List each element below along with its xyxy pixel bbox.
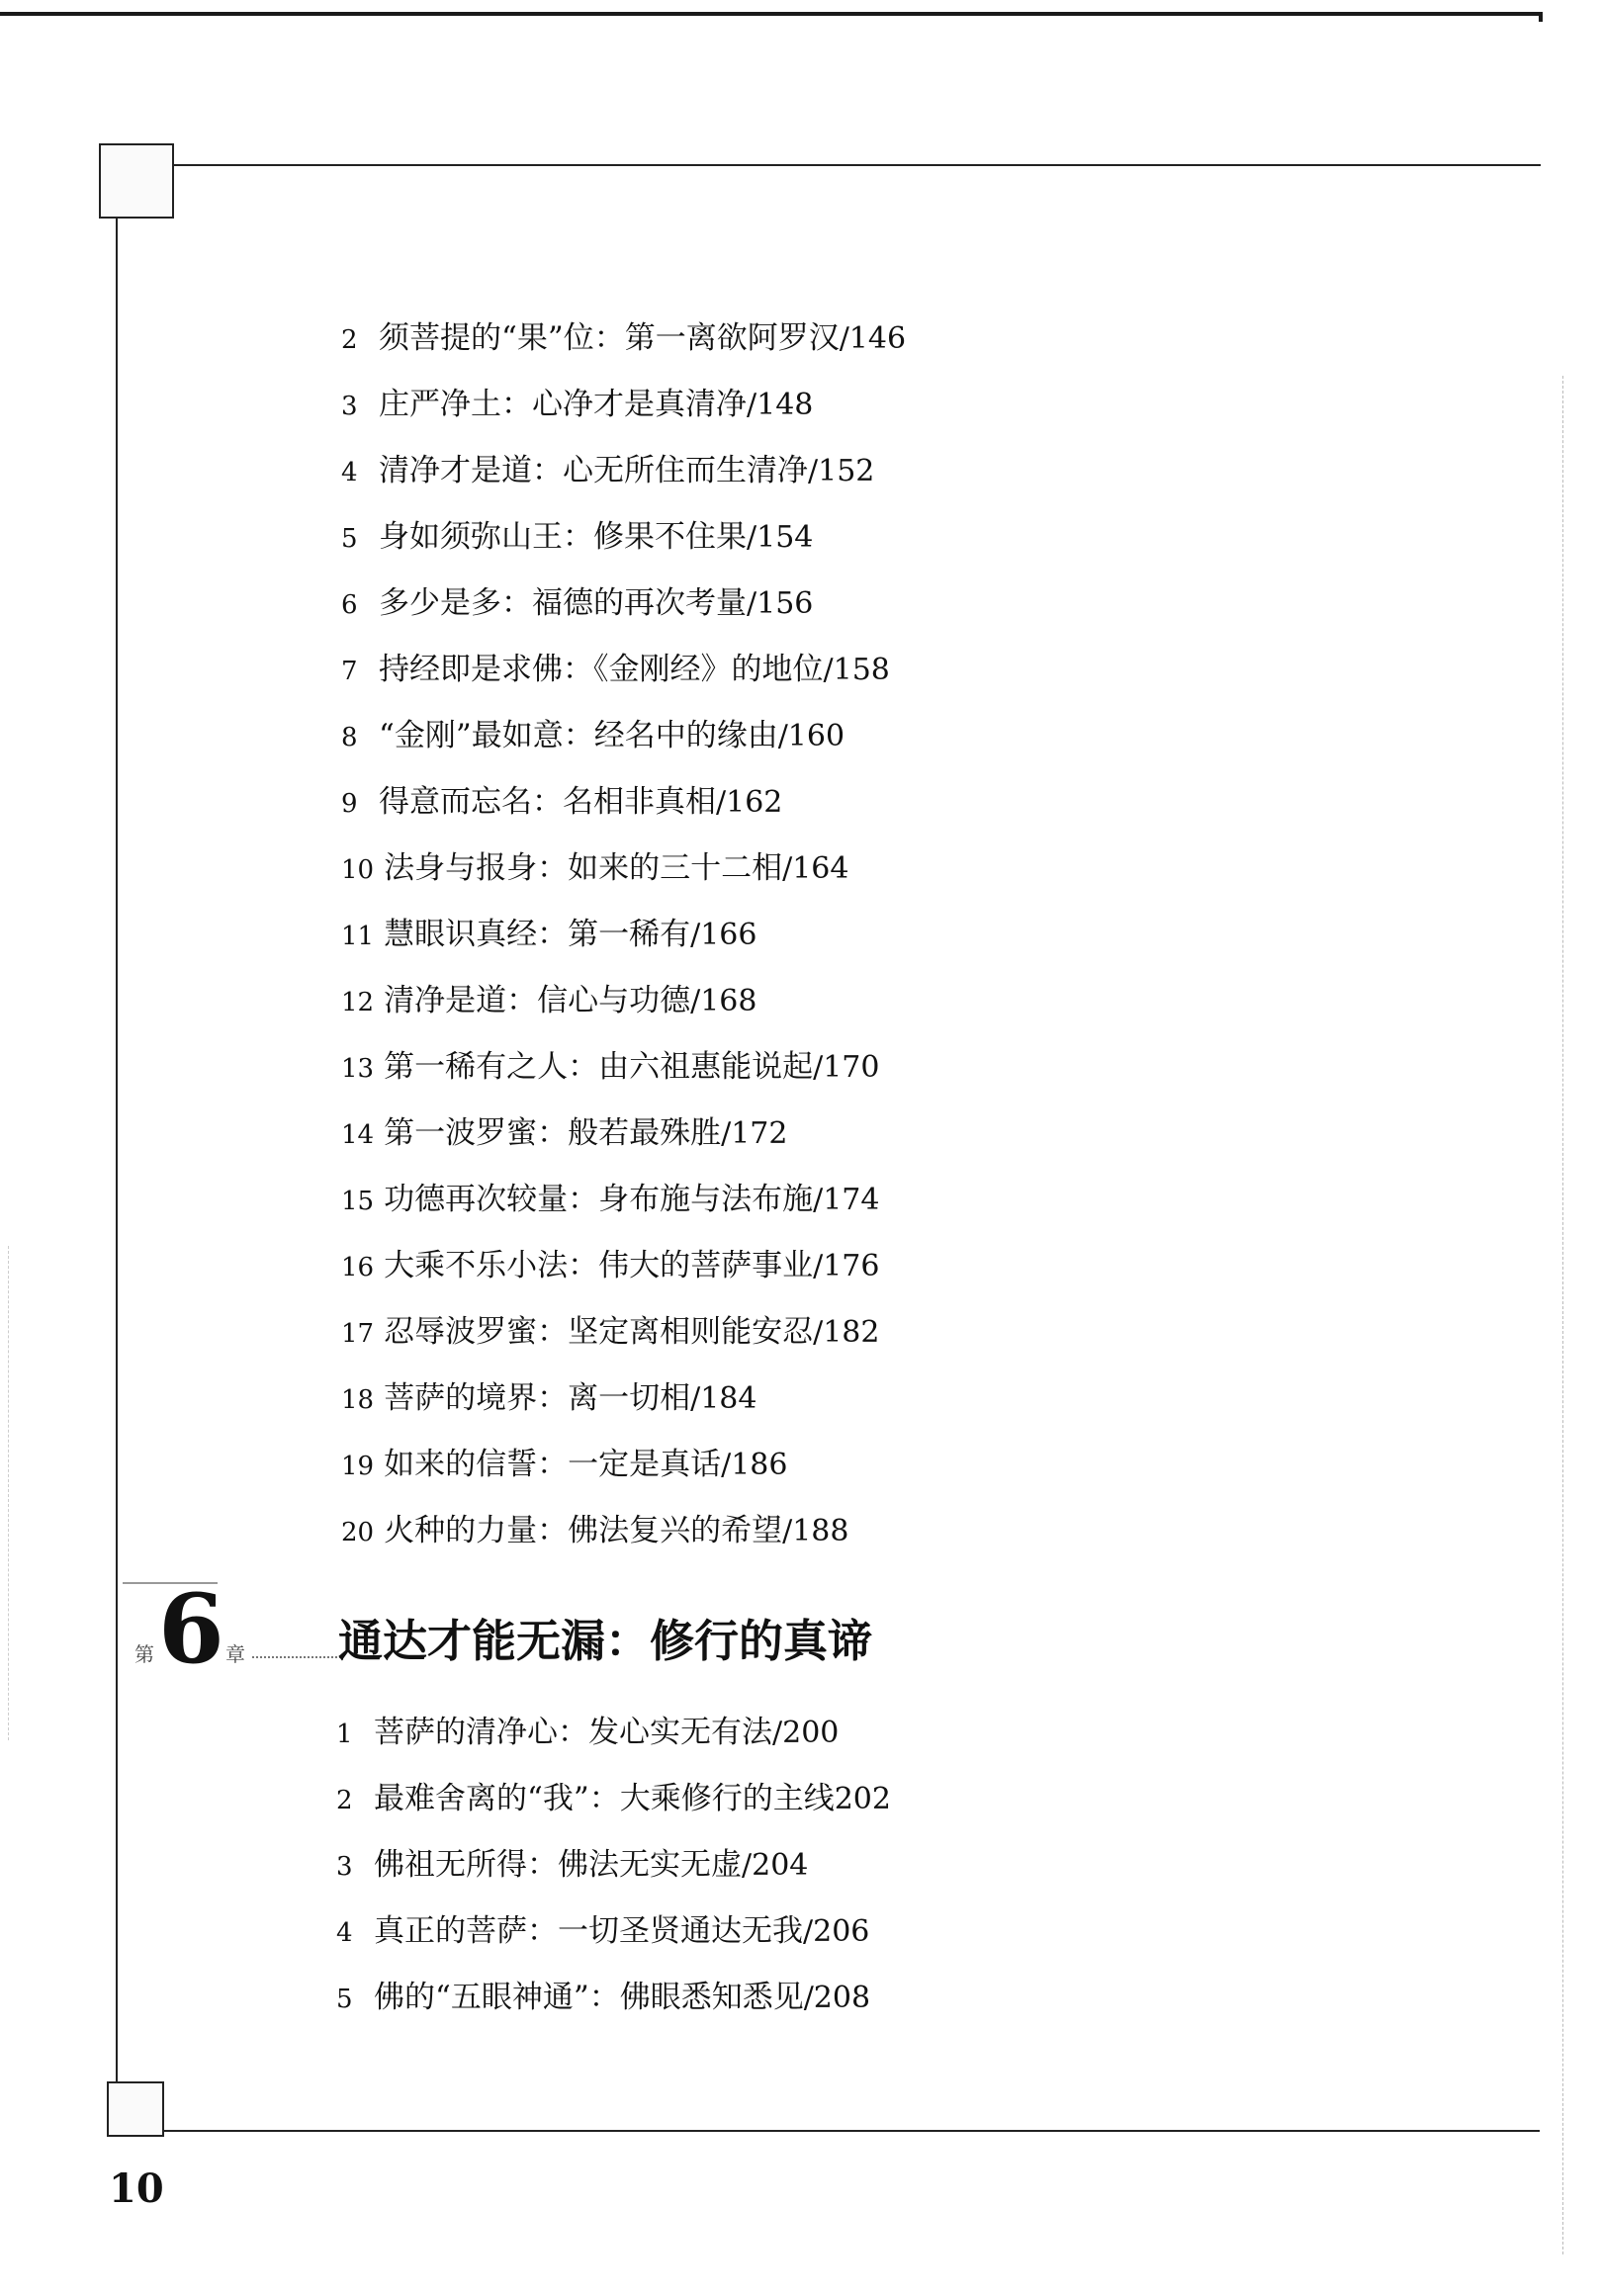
toc-entry-page: /208 [803, 1981, 871, 2015]
toc-entry-number: 20 [341, 1518, 375, 1547]
toc-entry-number: 19 [341, 1452, 375, 1481]
toc-entry-page: /166 [690, 918, 757, 952]
toc-entry-page: 202 [834, 1782, 891, 1816]
toc-entry-title: 清净才是道：心无所住而生清净 [379, 453, 808, 488]
toc-entry-page: /206 [803, 1914, 870, 1949]
toc-entry-number: 13 [341, 1054, 375, 1084]
toc-entry [336, 1769, 1473, 1835]
toc-entry-title: “金刚”最如意：经名中的缘由 [379, 718, 778, 753]
toc-entry-title: 忍辱波罗蜜：坚定离相则能安忍 [384, 1314, 814, 1350]
toc-entry-page: /154 [747, 520, 814, 555]
top-rule-tick [1539, 12, 1543, 22]
toc-entry [341, 1302, 1478, 1369]
toc-entry-title: 法身与报身：如来的三十二相 [384, 850, 783, 886]
toc-entry-page: /168 [690, 984, 757, 1018]
frame-left-line [116, 164, 118, 2132]
toc-entry-number: 12 [341, 988, 375, 1017]
toc-entry-number: 17 [341, 1319, 375, 1349]
toc-entry-page: /174 [813, 1183, 880, 1217]
toc-entry [341, 1369, 1478, 1435]
toc-list-part1 [341, 309, 1478, 1567]
toc-entry-page: /172 [721, 1116, 788, 1151]
toc-entry-title: 持经即是求佛：《金刚经》的地位 [379, 652, 824, 687]
toc-entry-page: /164 [782, 851, 849, 886]
toc-entry [341, 971, 1478, 1037]
toc-entry [341, 839, 1478, 905]
corner-ornament-top-left [99, 143, 174, 219]
toc-entry [341, 1501, 1478, 1567]
toc-entry [341, 1104, 1478, 1170]
chapter-prefix: 第 [134, 1642, 154, 1666]
toc-entry-number: 2 [336, 1786, 353, 1815]
toc-entry-page: /146 [839, 321, 907, 356]
toc-entry-number: 5 [341, 524, 358, 554]
toc-entry-title: 第一波罗蜜：般若最殊胜 [384, 1115, 722, 1151]
toc-entry-number: 7 [341, 657, 358, 686]
toc-entry [341, 772, 1478, 839]
toc-list-part2 [336, 1703, 1473, 2034]
toc-entry-number: 10 [341, 855, 375, 885]
toc-entry [341, 507, 1478, 574]
toc-entry-title: 清净是道：信心与功德 [384, 983, 691, 1018]
toc-entry-page: /188 [782, 1514, 849, 1548]
toc-entry-number: 14 [341, 1120, 375, 1150]
toc-entry-title: 功德再次较量：身布施与法布施 [384, 1182, 814, 1217]
toc-entry-page: /152 [808, 454, 875, 488]
toc-entry-title: 佛的“五眼神通”：佛眼悉知悉见 [374, 1980, 804, 2015]
toc-entry [341, 1236, 1478, 1302]
toc-entry-title: 身如须弥山王：修果不住果 [379, 519, 747, 555]
toc-entry [341, 1435, 1478, 1501]
toc-entry [341, 1037, 1478, 1104]
toc-entry-title: 真正的菩萨：一切圣贤通达无我 [374, 1913, 803, 1949]
toc-entry [336, 1968, 1473, 2034]
toc-entry-page: /204 [742, 1848, 809, 1883]
toc-entry [336, 1901, 1473, 1968]
toc-entry-page: /184 [690, 1381, 757, 1416]
toc-entry [341, 640, 1478, 706]
toc-entry-number: 16 [341, 1253, 375, 1282]
toc-entry-title: 多少是多：福德的再次考量 [379, 585, 747, 621]
chapter-title: 通达才能无漏：修行的真谛 [338, 1615, 873, 1667]
toc-entry-title: 最难舍离的“我”：大乘修行的主线 [374, 1781, 835, 1816]
page-number: 10 [109, 2165, 164, 2212]
toc-entry-title: 大乘不乐小法：伟大的菩萨事业 [384, 1248, 814, 1283]
toc-entry-page: /200 [772, 1716, 840, 1750]
toc-entry [336, 1703, 1473, 1769]
chapter-number: 6 [158, 1573, 224, 1685]
toc-entry-page: /148 [747, 388, 814, 422]
toc-entry-page: /176 [813, 1249, 880, 1283]
corner-ornament-bottom-left [107, 2081, 164, 2137]
toc-entry-number: 2 [341, 325, 358, 355]
toc-entry [341, 375, 1478, 441]
toc-entry-title: 得意而忘名：名相非真相 [379, 784, 716, 820]
toc-entry-number: 15 [341, 1187, 375, 1216]
toc-entry [341, 706, 1478, 772]
toc-entry-number: 11 [341, 922, 375, 951]
toc-entry-number: 8 [341, 723, 358, 752]
toc-entry-number: 6 [341, 590, 358, 620]
toc-entry [341, 1170, 1478, 1236]
toc-entry-number: 3 [336, 1852, 353, 1882]
toc-entry-number: 18 [341, 1385, 375, 1415]
toc-entry-number: 5 [336, 1985, 353, 2014]
toc-entry-page: /170 [813, 1050, 880, 1085]
toc-entry-title: 佛祖无所得：佛法无实无虚 [374, 1847, 742, 1883]
toc-entry-page: /186 [721, 1448, 788, 1482]
toc-entry-number: 9 [341, 789, 358, 819]
chapter-leader-dots [252, 1656, 341, 1658]
toc-entry [336, 1835, 1473, 1901]
toc-entry-title: 须菩提的“果”位：第一离欲阿罗汉 [379, 320, 840, 356]
toc-entry-title: 如来的信誓：一定是真话 [384, 1447, 722, 1482]
toc-entry [341, 309, 1478, 375]
toc-entry-title: 菩萨的清净心：发心实无有法 [374, 1715, 772, 1750]
frame-bottom-line [116, 2130, 1540, 2132]
toc-entry [341, 441, 1478, 507]
toc-entry-number: 1 [336, 1720, 353, 1749]
toc-entry-number: 3 [341, 392, 358, 421]
toc-entry-page: /158 [823, 653, 890, 687]
toc-entry-page: /156 [747, 586, 814, 621]
toc-entry [341, 574, 1478, 640]
toc-entry-page: /162 [716, 785, 783, 820]
toc-entry-title: 第一稀有之人：由六祖惠能说起 [384, 1049, 814, 1085]
frame-top-line [117, 164, 1541, 166]
chapter-suffix: 章 [225, 1642, 245, 1666]
top-rule [0, 12, 1543, 16]
left-scan-line [8, 1246, 10, 1740]
toc-entry [341, 905, 1478, 971]
right-edge-scan-line [1562, 376, 1564, 2254]
toc-entry-title: 庄严净土：心净才是真清净 [379, 387, 747, 422]
toc-entry-title: 慧眼识真经：第一稀有 [384, 917, 691, 952]
toc-entry-number: 4 [341, 458, 358, 487]
toc-entry-page: /182 [813, 1315, 880, 1350]
toc-entry-page: /160 [777, 719, 845, 753]
chapter-heading [119, 1573, 1483, 1686]
toc-entry-title: 火种的力量：佛法复兴的希望 [384, 1513, 783, 1548]
toc-entry-number: 4 [336, 1918, 353, 1948]
toc-entry-title: 菩萨的境界：离一切相 [384, 1380, 691, 1416]
